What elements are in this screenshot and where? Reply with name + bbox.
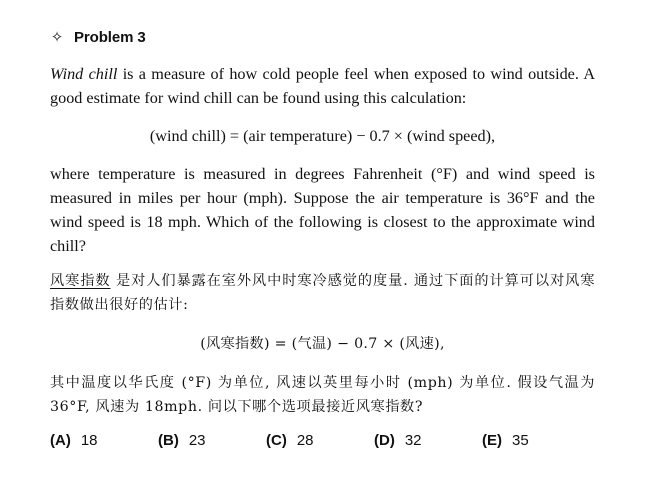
- choice-a[interactable]: [50, 429, 158, 453]
- choice-value: 32: [404, 432, 422, 449]
- choice-c[interactable]: [266, 429, 374, 453]
- choice-b[interactable]: [158, 429, 266, 453]
- chinese-formula: (风寒指数) = (气温) − 0.7 × (风速),: [200, 336, 445, 352]
- diamond-outline-icon: ✧: [50, 27, 64, 46]
- chinese-wind-chill-term: 风寒指数: [50, 273, 111, 289]
- english-intro-text: is a measure of how cold people feel when exposed to wind outside. A good estimate for wind chill can be found using this calculation:: [50, 65, 596, 107]
- chinese-question: 其中温度以华氏度 (°F) 为单位, 风速以英里每小时 (mph) 为单位. 假设气温为 36°F, 风速为 18mph. 问以下哪个选项最接近风寒指数?: [50, 375, 595, 415]
- english-intro: [50, 62, 595, 110]
- problem-page: [50, 26, 595, 453]
- chinese-intro-text: 是对人们暴露在室外风中时寒冷感觉的度量. 通过下面的计算可以对风寒指数做出很好的估计:: [50, 273, 595, 313]
- choice-letter: (E): [482, 432, 502, 449]
- answer-choices: [50, 429, 595, 453]
- choice-value: 18: [80, 432, 98, 449]
- english-question: where temperature is measured in degrees Fahrenheit (°F) and wind speed is measured in miles per hour (mph). Suppose the air temperature is 36°F and the wind speed is 18 mph. Which of the following is closest to the approximate wind chill?: [50, 165, 595, 255]
- choice-value: 35: [512, 432, 529, 449]
- chinese-intro: [50, 269, 595, 317]
- english-formula: (wind chill) = (air temperature) − 0.7 × (wind speed),: [149, 127, 496, 145]
- wind-chill-term: Wind chill: [50, 65, 118, 83]
- choice-letter: (C): [266, 432, 287, 449]
- choice-letter: (D): [374, 432, 395, 449]
- choice-value: 28: [296, 432, 314, 449]
- choice-e[interactable]: [482, 429, 590, 453]
- choice-d[interactable]: [374, 429, 482, 453]
- choice-letter: (A): [50, 432, 71, 449]
- choice-value: 23: [188, 432, 206, 449]
- problem-header: [50, 26, 595, 48]
- choice-letter: (B): [158, 432, 179, 449]
- problem-title: Problem 3: [74, 28, 146, 46]
